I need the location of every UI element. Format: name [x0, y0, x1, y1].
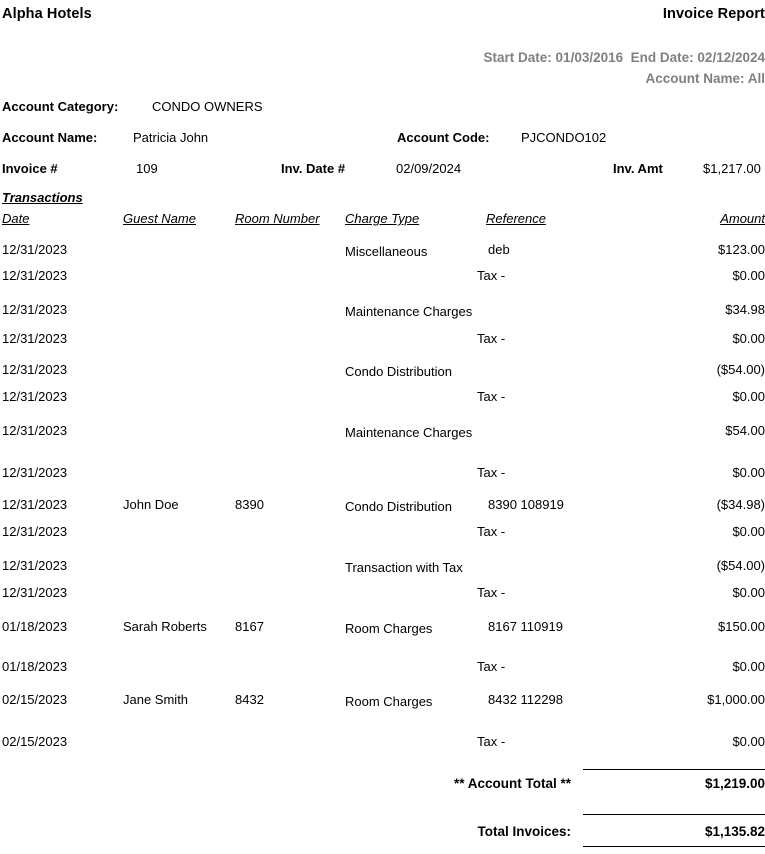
- account-code-value: PJCONDO102: [521, 130, 607, 145]
- cell-reference: Tax -: [477, 524, 506, 539]
- cell-date: 12/31/2023: [2, 389, 68, 404]
- cell-charge-type: Transaction with Tax: [345, 560, 463, 575]
- cell-charge-type: Condo Distribution: [345, 364, 452, 379]
- column-header-charge-type: Charge Type: [345, 211, 420, 226]
- total-invoices-top-rule: [583, 814, 765, 815]
- cell-reference: Tax -: [477, 389, 506, 404]
- cell-date: 12/31/2023: [2, 302, 68, 317]
- cell-charge-type: Room Charges: [345, 694, 433, 709]
- cell-reference: Tax -: [477, 585, 506, 600]
- transactions-section-label: Transactions: [2, 190, 83, 205]
- cell-room-number: 8167: [235, 619, 264, 634]
- total-invoices-label: Total Invoices:: [477, 824, 571, 839]
- cell-date: 01/18/2023: [2, 619, 68, 634]
- invoice-amount-label: Inv. Amt: [613, 161, 663, 176]
- account-total-label: ** Account Total **: [453, 776, 571, 791]
- column-header-date: Date: [2, 211, 30, 226]
- cell-amount: $54.00: [725, 423, 765, 438]
- cell-reference: Tax -: [477, 331, 506, 346]
- cell-room-number: 8432: [235, 692, 264, 707]
- cell-reference: Tax -: [477, 659, 506, 674]
- invoice-date-label: Inv. Date #: [281, 161, 346, 176]
- cell-amount: $0.00: [732, 659, 765, 674]
- cell-date: 12/31/2023: [2, 242, 68, 257]
- filter-account-name: [484, 68, 765, 89]
- cell-guest-name: Jane Smith: [123, 692, 189, 707]
- cell-charge-type: Room Charges: [345, 621, 433, 636]
- account-name-row: [0, 130, 765, 150]
- cell-reference: Tax -: [477, 734, 506, 749]
- cell-amount: $123.00: [718, 242, 765, 257]
- cell-reference: Tax -: [477, 268, 506, 283]
- cell-amount: ($34.98): [716, 497, 765, 512]
- cell-date: 12/31/2023: [2, 558, 68, 573]
- column-header-room-number: Room Number: [235, 211, 320, 226]
- cell-amount: $0.00: [732, 734, 765, 749]
- cell-reference: 8167 110919: [488, 619, 563, 634]
- cell-amount: ($54.00): [716, 362, 765, 377]
- account-category-label: Account Category:: [2, 99, 119, 114]
- invoice-summary-row: [0, 161, 765, 181]
- account-category-row: [0, 99, 765, 119]
- cell-amount: $0.00: [732, 331, 765, 346]
- page-title: Invoice Report: [662, 6, 765, 22]
- cell-date: 02/15/2023: [2, 692, 68, 707]
- cell-amount: $150.00: [718, 619, 765, 634]
- filter-account-name-label: Account Name:: [645, 71, 745, 86]
- cell-amount: $1,000.00: [707, 692, 765, 707]
- invoice-number-value: 109: [136, 161, 158, 176]
- cell-guest-name: John Doe: [123, 497, 179, 512]
- cell-charge-type: Miscellaneous: [345, 244, 428, 259]
- cell-charge-type: Maintenance Charges: [345, 425, 473, 440]
- cell-amount: $0.00: [732, 585, 765, 600]
- account-code-label: Account Code:: [397, 130, 490, 145]
- account-category-value: CONDO OWNERS: [152, 99, 263, 114]
- total-invoices-value: $1,135.82: [704, 824, 765, 839]
- account-total-top-rule: [583, 769, 765, 770]
- cell-reference: Tax -: [477, 465, 506, 480]
- cell-reference: deb: [488, 242, 510, 257]
- cell-date: 12/31/2023: [2, 585, 68, 600]
- transactions-table-header: [0, 211, 765, 231]
- report-filters: [484, 47, 765, 89]
- end-date-value: 02/12/2024: [697, 50, 765, 65]
- invoice-amount-value: $1,217.00: [703, 161, 761, 176]
- invoice-number-label: Invoice #: [2, 161, 58, 176]
- cell-date: 12/31/2023: [2, 268, 68, 283]
- cell-date: 01/18/2023: [2, 659, 68, 674]
- cell-date: 12/31/2023: [2, 497, 68, 512]
- cell-amount: $0.00: [732, 268, 765, 283]
- cell-reference: 8432 112298: [488, 692, 563, 707]
- account-total-value: $1,219.00: [704, 776, 765, 791]
- company-name: Alpha Hotels: [2, 6, 92, 22]
- cell-amount: $34.98: [725, 302, 765, 317]
- cell-date: 12/31/2023: [2, 362, 68, 377]
- cell-date: 12/31/2023: [2, 331, 68, 346]
- cell-guest-name: Sarah Roberts: [123, 619, 207, 634]
- cell-amount: ($54.00): [716, 558, 765, 573]
- cell-amount: $0.00: [732, 389, 765, 404]
- cell-amount: $0.00: [732, 524, 765, 539]
- cell-date: 12/31/2023: [2, 465, 68, 480]
- cell-reference: 8390 108919: [488, 497, 564, 512]
- end-date-label: End Date:: [630, 50, 694, 65]
- account-name-label: Account Name:: [2, 130, 98, 145]
- cell-date: 02/15/2023: [2, 734, 68, 749]
- start-date-label: Start Date:: [483, 50, 552, 65]
- cell-room-number: 8390: [235, 497, 264, 512]
- total-invoices-bottom-rule: [583, 846, 765, 847]
- filter-date-range: [484, 47, 765, 68]
- cell-date: 12/31/2023: [2, 423, 68, 438]
- filter-account-name-value: All: [747, 71, 765, 86]
- report-header: [0, 6, 765, 36]
- column-header-guest-name: Guest Name: [123, 211, 196, 226]
- cell-date: 12/31/2023: [2, 524, 68, 539]
- cell-amount: $0.00: [732, 465, 765, 480]
- cell-charge-type: Maintenance Charges: [345, 304, 473, 319]
- invoice-date-value: 02/09/2024: [396, 161, 462, 176]
- start-date-value: 01/03/2016: [555, 50, 624, 65]
- cell-charge-type: Condo Distribution: [345, 499, 452, 514]
- column-header-amount: Amount: [720, 211, 765, 226]
- column-header-reference: Reference: [486, 211, 546, 226]
- account-name-value: Patricia John: [133, 130, 209, 145]
